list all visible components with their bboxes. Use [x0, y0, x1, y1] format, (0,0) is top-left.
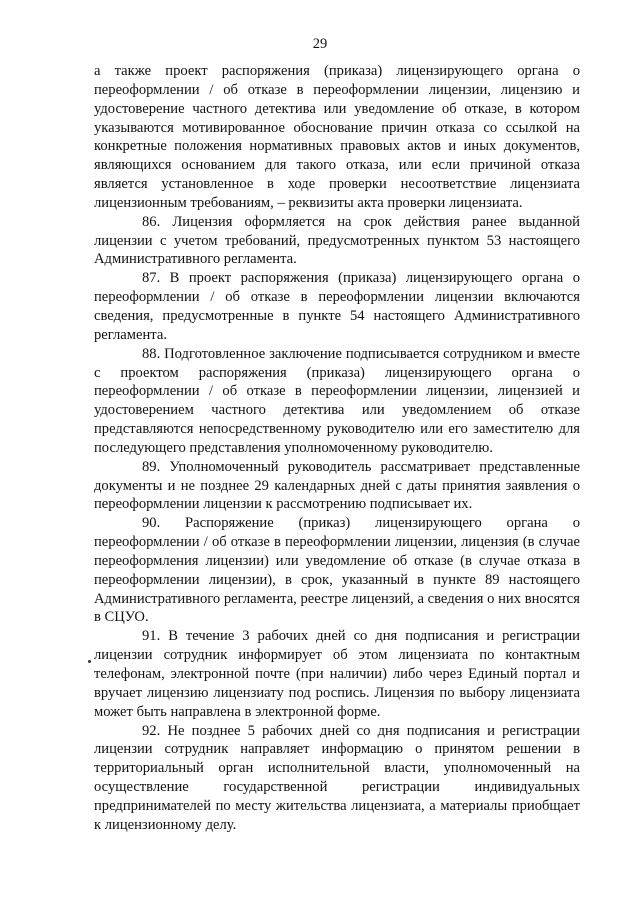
paragraph-87: 87. В проект распоряжения (приказа) лицензирующего органа о переоформлении / об отказе в переоформлении лицензии включаются сведения, предусмотренные в пункте 54 настоящего Административного регламента.	[94, 270, 580, 343]
paragraph-89: 89. Уполномоченный руководитель рассматривает представленные документы и не позднее 29 календарных дней с даты принятия заявления о переоформлении лицензии к рассмотрению подписывает их.	[94, 458, 580, 513]
document-body	[94, 62, 580, 835]
paragraph-88: 88. Подготовленное заключение подписывается сотрудником и вместе с проектом распоряжения (приказа) лицензирующего органа о переоформлении / об отказе в переоформлении лицензии, лицензией и удостоверением частного детектива или уведомлением об отказе представляются непосредственному руководителю или его заместителю для последующего представления уполномоченному руководителю.	[94, 345, 580, 456]
paragraph-91: 91. В течение 3 рабочих дней со дня подписания и регистрации лицензии сотрудник информирует об этом лицензиата по контактным телефонам, электронной почте (при наличии) либо через Единый портал и вручает лицензию лицензиату под роспись. Лицензия по выбору лицензиата может быть направлена в электронной форме.	[94, 628, 580, 720]
page-number: 29	[312, 36, 328, 52]
paragraph-90: 90. Распоряжение (приказ) лицензирующего органа о переоформлении / об отказе в переоформлении лицензии, лицензия (в случае переоформления лицензии) или уведомление об отказе (в случае отказа в переоформлении лицензии), в срок, указанный в пункте 89 настоящего Административного регламента, реестре лицензий, а сведения о них вносятся в СЦУО.	[94, 515, 580, 626]
paragraph-continuation: а также проект распоряжения (приказа) лицензирующего органа о переоформлении / об отказе в переоформлении лицензии, лицензию и удостоверение частного детектива или уведомление об отказе, в котором указываются мотивированное обоснование причин отказа со ссылкой на конкретные положения нормативных правовых актов и иных документов, являющихся основанием для такого отказа, или если причиной отказа является установленное в ходе проверки несоответствие лицензиата лицензионным требованиям, – реквизиты акта проверки лицензиата.	[94, 63, 580, 211]
paragraph-92: 92. Не позднее 5 рабочих дней со дня подписания и регистрации лицензии сотрудник направляет информацию о принятом решении в территориальный орган исполнительной власти, уполномоченный на осуществление государственной регистрации индивидуальных предпринимателей по месту жительства лицензиата, а материалы приобщает к лицензионному делу.	[94, 722, 580, 833]
scan-speck	[88, 660, 91, 663]
paragraph-86: 86. Лицензия оформляется на срок действия ранее выданной лицензии с учетом требований, предусмотренных пунктом 53 настоящего Административного регламента.	[94, 213, 580, 268]
